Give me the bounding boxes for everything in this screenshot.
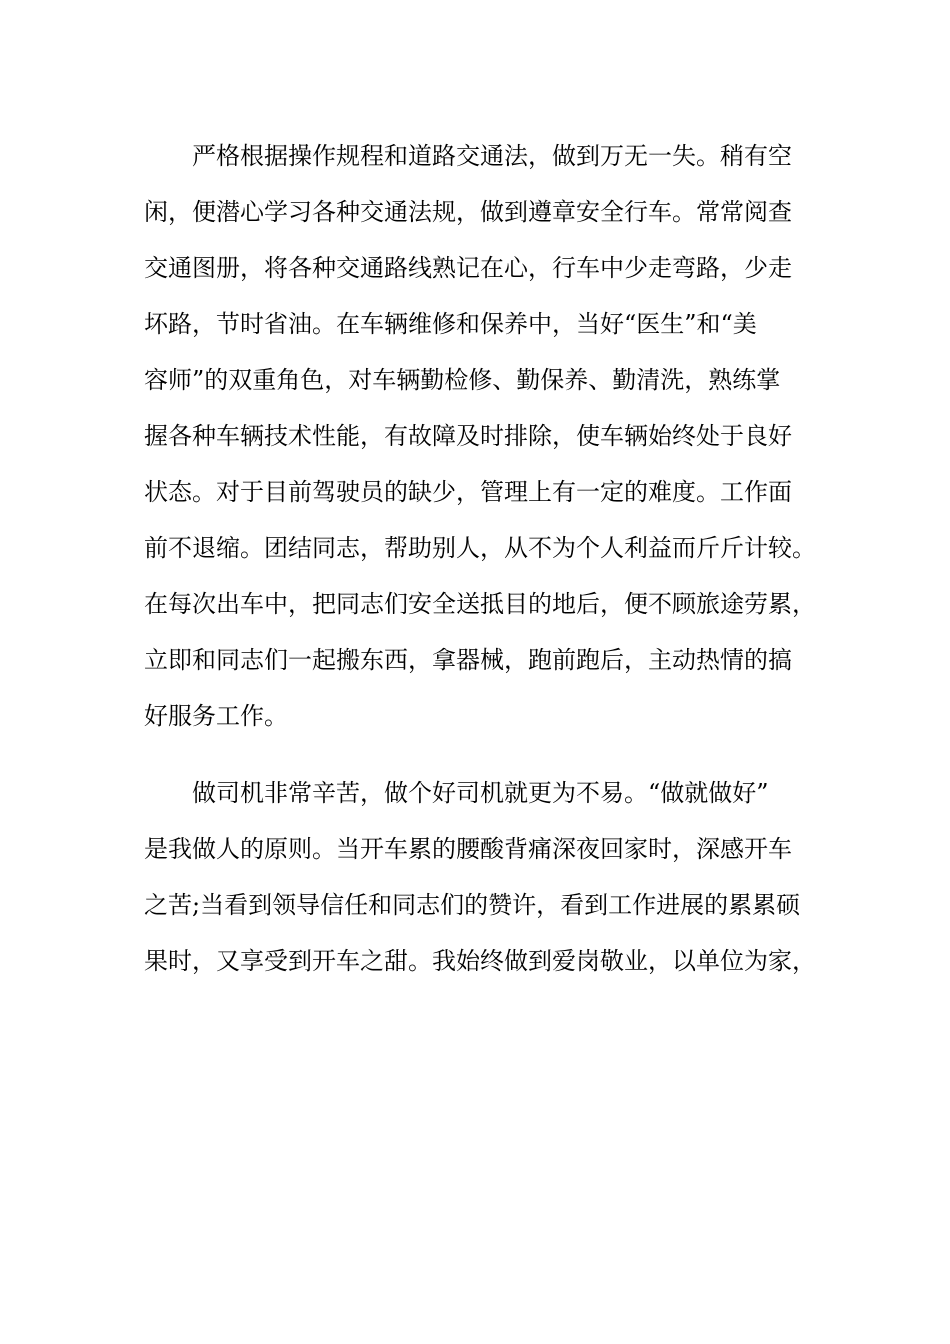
paragraph-line: 好服务工作。 [144, 702, 288, 730]
paragraph-line: 做司机非常辛苦，做个好司机就更为不易。“做就做好” [192, 779, 769, 807]
paragraph-line: 果时，又享受到开车之甜。我始终做到爱岗敬业，以单位为家， [144, 947, 816, 975]
paragraph-line: 状态。对于目前驾驶员的缺少，管理上有一定的难度。工作面 [144, 478, 792, 506]
paragraph-line: 前不退缩。团结同志，帮助别人，从不为个人利益而斤斤计较。 [144, 534, 816, 562]
paragraph-line: 交通图册，将各种交通路线熟记在心，行车中少走弯路，少走 [144, 254, 792, 282]
paragraph-line: 立即和同志们一起搬东西，拿器械，跑前跑后，主动热情的搞 [144, 646, 792, 674]
document-body [144, 128, 824, 989]
paragraph-line: 握各种车辆技术性能，有故障及时排除，使车辆始终处于良好 [144, 422, 792, 450]
paragraph-line: 是我做人的原则。当开车累的腰酸背痛深夜回家时，深感开车 [144, 835, 792, 863]
paragraph-spacer [144, 744, 824, 765]
paragraph-line: 坏路，节时省油。在车辆维修和保养中，当好“医生”和“美 [144, 310, 757, 338]
paragraph-line: 在每次出车中，把同志们安全送抵目的地后，便不顾旅途劳累， [144, 590, 816, 618]
paragraph-1 [144, 128, 824, 744]
paragraph-line: 严格根据操作规程和道路交通法，做到万无一失。稍有空 [192, 142, 792, 170]
paragraph-line: 闲，便潜心学习各种交通法规，做到遵章安全行车。常常阅查 [144, 198, 792, 226]
paragraph-2 [144, 765, 824, 989]
paragraph-line: 容师”的双重角色，对车辆勤检修、勤保养、勤清洗，熟练掌 [144, 366, 781, 394]
paragraph-line: 之苦;当看到领导信任和同志们的赞许，看到工作进展的累累硕 [144, 891, 801, 919]
